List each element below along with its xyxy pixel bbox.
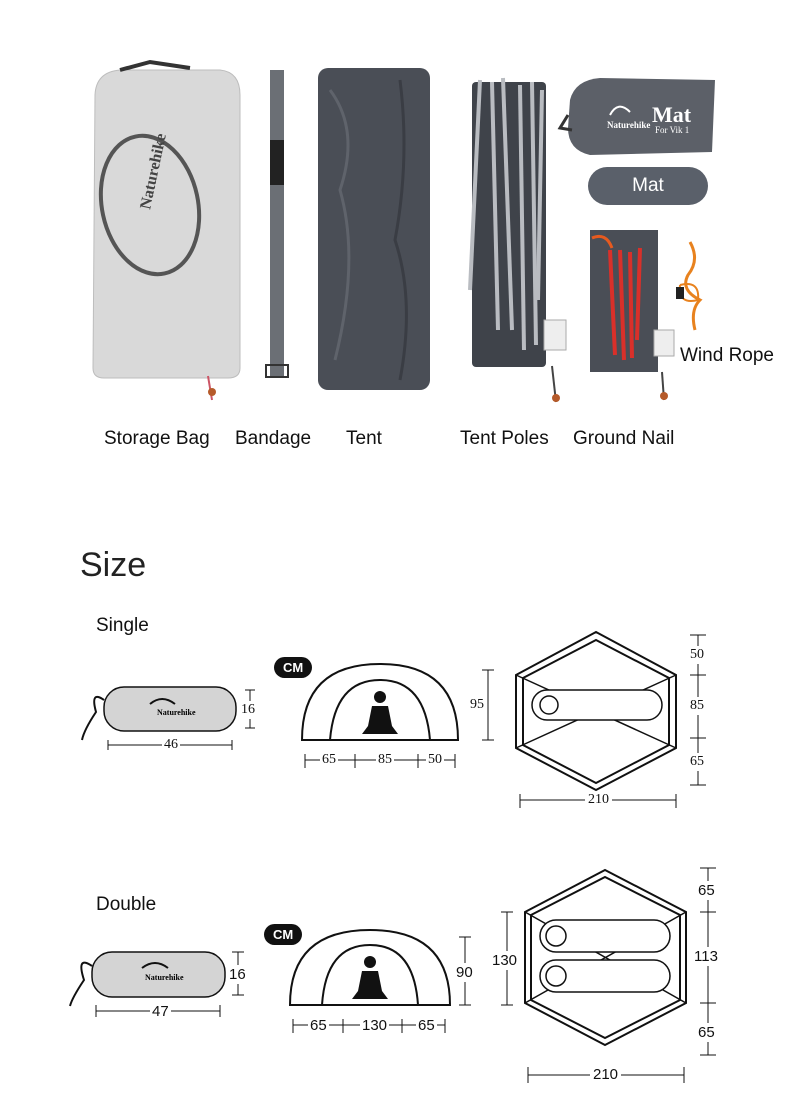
double-front-left: 65	[310, 1017, 327, 1034]
single-plan-mid: 85	[690, 698, 704, 713]
double-plan-top: 65	[698, 882, 715, 899]
mat-bag-sub: For Vik 1	[655, 125, 690, 135]
wind-rope-image	[676, 242, 700, 330]
single-diagrams	[0, 620, 790, 820]
single-plan-top: 50	[690, 647, 704, 662]
double-plan-length: 210	[590, 1066, 621, 1083]
single-front-height: 95	[470, 697, 484, 712]
mat-bag-image	[560, 78, 715, 155]
tent-poles-image	[470, 78, 566, 402]
single-bag-brand: Naturehike	[157, 708, 196, 717]
double-plan-view	[501, 868, 716, 1083]
double-front-right: 65	[418, 1017, 435, 1034]
bandage-image	[266, 70, 288, 378]
single-front-right: 50	[428, 752, 442, 767]
mat-bag-title: Mat	[652, 102, 692, 127]
single-bag-length: 46	[164, 737, 178, 752]
double-unit-badge: CM	[264, 924, 302, 945]
caption-tent: Tent	[346, 428, 382, 449]
single-unit-badge: CM	[274, 657, 312, 678]
mat-bag-brand: Naturehike	[607, 120, 651, 130]
storage-bag-brand: Naturehike	[137, 131, 170, 211]
caption-ground-nail: Ground Nail	[573, 428, 675, 449]
double-diagrams	[0, 860, 790, 1100]
single-bag-height: 16	[241, 702, 255, 717]
single-plan-length: 210	[585, 792, 612, 808]
single-plan-view	[516, 632, 706, 808]
single-label: Single	[96, 615, 149, 636]
caption-storage-bag: Storage Bag	[104, 428, 210, 449]
double-plan-left: 130	[492, 952, 518, 969]
single-front-mid: 85	[378, 752, 392, 767]
double-plan-bottom: 65	[698, 1024, 715, 1041]
double-label: Double	[96, 894, 157, 915]
mat-badge: Mat	[588, 167, 708, 205]
ground-nail-image	[590, 230, 674, 400]
double-plan-mid: 113	[694, 948, 718, 965]
double-bag-brand: Naturehike	[145, 973, 184, 982]
double-bag-length: 47	[152, 1003, 169, 1020]
components-illustration	[0, 0, 790, 420]
caption-tent-poles: Tent Poles	[460, 428, 549, 449]
double-front-height: 90	[456, 964, 473, 981]
single-front-left: 65	[322, 752, 336, 767]
double-bag-height: 16	[229, 966, 246, 983]
caption-wind-rope: Wind Rope	[680, 345, 774, 366]
single-plan-bottom: 65	[690, 754, 704, 769]
storage-bag-image	[88, 62, 240, 400]
size-heading: Size	[80, 546, 147, 584]
double-front-mid: 130	[362, 1017, 388, 1034]
tent-bundle-image	[318, 68, 430, 390]
caption-bandage: Bandage	[235, 428, 312, 449]
